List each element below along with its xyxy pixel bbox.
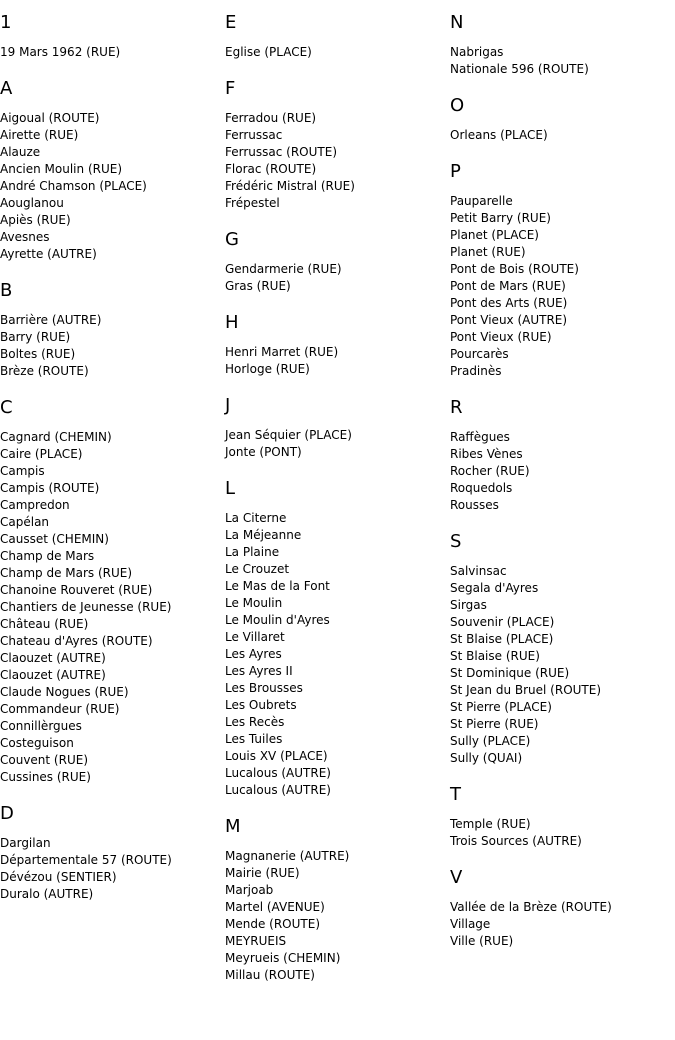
street-link[interactable]: Cussines (RUE) [0,770,91,784]
street-link[interactable]: Sirgas [450,598,487,612]
street-link[interactable]: Ferrussac (ROUTE) [225,145,338,159]
street-link[interactable]: Les Ayres [225,647,282,661]
street-link[interactable]: Sully (PLACE) [450,734,531,748]
street-link[interactable]: Pont Vieux (RUE) [450,330,552,344]
section-letter-heading: F [225,78,236,99]
street-link[interactable]: St Blaise (RUE) [450,649,540,663]
street-link[interactable]: Nationale 596 (ROUTE) [450,62,589,76]
street-link[interactable]: Orleans (PLACE) [450,128,548,142]
street-link[interactable]: Chanoine Rouveret (RUE) [0,583,153,597]
street-link[interactable]: Départementale 57 (ROUTE) [0,853,172,867]
letter-section [225,312,445,378]
street-link[interactable]: Henri Marret (RUE) [225,345,339,359]
street-link[interactable]: Capélan [0,515,50,529]
letter-section [225,78,445,212]
street-link[interactable]: Gendarmerie (RUE) [225,262,342,276]
street-link[interactable]: Barrière (AUTRE) [0,313,102,327]
street-link[interactable]: Horloge (RUE) [225,362,310,376]
section-letter-heading: P [450,161,461,182]
street-link[interactable]: Magnanerie (AUTRE) [225,849,350,863]
street-link[interactable]: La Plaine [225,545,280,559]
street-link[interactable]: Le Villaret [225,630,285,644]
street-link[interactable]: 19 Mars 1962 (RUE) [0,45,121,59]
street-link[interactable]: Nabrigas [450,45,504,59]
street-link[interactable]: Planet (RUE) [450,245,526,259]
street-link[interactable]: Chantiers de Jeunesse (RUE) [0,600,172,614]
letter-section [225,478,445,799]
street-link[interactable]: Pont Vieux (AUTRE) [450,313,568,327]
street-link[interactable]: Champ de Mars (RUE) [0,566,133,580]
letter-section [450,867,670,950]
section-letter-heading: N [450,12,464,33]
street-link[interactable]: Boltes (RUE) [0,347,76,361]
street-link[interactable]: Meyrueis (CHEMIN) [225,951,341,965]
street-link[interactable]: Ferrussac [225,128,283,142]
letter-section [450,95,670,144]
street-link[interactable]: Pont de Mars (RUE) [450,279,566,293]
street-link[interactable]: Le Moulin d'Ayres [225,613,330,627]
street-link[interactable]: Petit Barry (RUE) [450,211,551,225]
street-link[interactable]: Aouglanou [0,196,64,210]
street-link[interactable]: Rousses [450,498,499,512]
letter-section [0,78,220,263]
street-link[interactable]: Sully (QUAI) [450,751,523,765]
street-link[interactable]: Ribes Vènes [450,447,523,461]
street-link[interactable]: Lucalous (AUTRE) [225,766,331,780]
street-link[interactable]: Souvenir (PLACE) [450,615,555,629]
street-link[interactable]: Jean Séquier (PLACE) [225,428,352,442]
section-letter-heading: G [225,229,239,250]
index-column-1 [0,12,220,920]
street-link[interactable]: St Pierre (PLACE) [450,700,552,714]
street-link[interactable]: Apiès (RUE) [0,213,71,227]
street-link[interactable]: Marjoab [225,883,274,897]
street-link[interactable]: Eglise (PLACE) [225,45,312,59]
letter-section [450,531,670,767]
street-link[interactable]: Caire (PLACE) [0,447,83,461]
letter-section [450,12,670,78]
street-link[interactable]: Rocher (RUE) [450,464,530,478]
section-letter-heading: M [225,816,241,837]
street-link[interactable]: Claude Nogues (RUE) [0,685,129,699]
street-link[interactable]: Campis [0,464,45,478]
street-link[interactable]: Planet (PLACE) [450,228,539,242]
street-link[interactable]: Les Ayres II [225,664,293,678]
street-link[interactable]: André Chamson (PLACE) [0,179,147,193]
street-link[interactable]: Frépestel [225,196,280,210]
letter-section [0,12,220,61]
street-link[interactable]: MEYRUEIS [225,934,287,948]
section-letter-heading: E [225,12,237,33]
street-link[interactable]: Ayrette (AUTRE) [0,247,97,261]
street-link[interactable]: Les Recès [225,715,285,729]
letter-section [0,803,220,903]
street-link[interactable]: Le Mas de la Font [225,579,330,593]
street-link[interactable]: St Blaise (PLACE) [450,632,554,646]
street-link[interactable]: Salvinsac [450,564,507,578]
street-link[interactable]: Airette (RUE) [0,128,79,142]
street-link[interactable]: St Jean du Bruel (ROUTE) [450,683,602,697]
street-link[interactable]: Mende (ROUTE) [225,917,320,931]
street-link[interactable]: Trois Sources (AUTRE) [450,834,582,848]
street-link[interactable]: Les Tuiles [225,732,283,746]
letter-section [450,397,670,514]
street-link[interactable]: Roquedols [450,481,513,495]
section-letter-heading: V [450,867,463,888]
section-letter-heading: R [450,397,463,418]
street-link[interactable]: Millau (ROUTE) [225,968,315,982]
section-letter-heading: 1 [0,12,12,33]
street-link[interactable]: Village [450,917,491,931]
letter-section [450,161,670,380]
street-link[interactable]: La Méjeanne [225,528,302,542]
index-column-3 [450,12,670,967]
section-letter-heading: O [450,95,465,116]
street-link[interactable]: Avesnes [0,230,50,244]
street-link[interactable]: Louis XV (PLACE) [225,749,328,763]
street-link[interactable]: Pont de Bois (ROUTE) [450,262,579,276]
street-link[interactable]: Campis (ROUTE) [0,481,100,495]
street-link[interactable]: Barry (RUE) [0,330,71,344]
street-link[interactable]: St Pierre (RUE) [450,717,539,731]
street-link[interactable]: Raffègues [450,430,510,444]
street-link[interactable]: Brèze (ROUTE) [0,364,89,378]
street-link[interactable]: Claouzet (AUTRE) [0,668,106,682]
section-letter-heading: D [0,803,14,824]
section-letter-heading: L [225,478,236,499]
section-letter-heading: B [0,280,13,301]
street-link[interactable]: La Citerne [225,511,287,525]
street-link[interactable]: Frédéric Mistral (RUE) [225,179,355,193]
street-link[interactable]: Château (RUE) [0,617,89,631]
letter-section [225,816,445,984]
street-link[interactable]: Champ de Mars [0,549,95,563]
street-link[interactable]: Ancien Moulin (RUE) [0,162,123,176]
letter-section [225,395,445,461]
street-link[interactable]: Pauparelle [450,194,513,208]
street-link[interactable]: Martel (AVENUE) [225,900,325,914]
section-letter-heading: H [225,312,239,333]
street-link[interactable]: Campredon [0,498,70,512]
street-link[interactable]: Pradinès [450,364,502,378]
street-link[interactable]: Couvent (RUE) [0,753,89,767]
street-link[interactable]: Lucalous (AUTRE) [225,783,331,797]
letter-section [0,397,220,786]
street-link[interactable]: Dévézou (SENTIER) [0,870,117,884]
section-letter-heading: A [0,78,13,99]
street-link[interactable]: Causset (CHEMIN) [0,532,109,546]
street-link[interactable]: Pont des Arts (RUE) [450,296,568,310]
street-link[interactable]: Chateau d'Ayres (ROUTE) [0,634,153,648]
street-link[interactable]: Florac (ROUTE) [225,162,317,176]
street-link[interactable]: Gras (RUE) [225,279,291,293]
street-link[interactable]: Ferradou (RUE) [225,111,317,125]
street-link[interactable]: Le Crouzet [225,562,290,576]
street-link[interactable]: Jonte (PONT) [225,445,302,459]
letter-section [225,229,445,295]
street-link[interactable]: Connillèrgues [0,719,82,733]
section-letter-heading: T [450,784,461,805]
street-link[interactable]: Temple (RUE) [450,817,531,831]
section-letter-heading: S [450,531,462,552]
section-letter-heading: C [0,397,13,418]
street-link[interactable]: Pourcarès [450,347,509,361]
street-link[interactable]: Le Moulin [225,596,283,610]
street-link[interactable]: Vallée de la Brèze (ROUTE) [450,900,612,914]
street-link[interactable]: Les Brousses [225,681,303,695]
street-link[interactable]: Claouzet (AUTRE) [0,651,106,665]
street-link[interactable]: Segala d'Ayres [450,581,539,595]
street-link[interactable]: Cagnard (CHEMIN) [0,430,112,444]
section-letter-heading: J [225,395,231,416]
letter-section [225,12,445,61]
letter-section [450,784,670,850]
street-link[interactable]: Costeguison [0,736,74,750]
letter-section [0,280,220,380]
street-link[interactable]: Aigoual (ROUTE) [0,111,100,125]
index-column-2 [225,12,445,1001]
street-link[interactable]: Mairie (RUE) [225,866,300,880]
street-link[interactable]: Alauze [0,145,41,159]
street-link[interactable]: Commandeur (RUE) [0,702,120,716]
street-link[interactable]: St Dominique (RUE) [450,666,570,680]
street-link[interactable]: Ville (RUE) [450,934,514,948]
street-link[interactable]: Dargilan [0,836,51,850]
street-link[interactable]: Duralo (AUTRE) [0,887,94,901]
street-link[interactable]: Les Oubrets [225,698,297,712]
